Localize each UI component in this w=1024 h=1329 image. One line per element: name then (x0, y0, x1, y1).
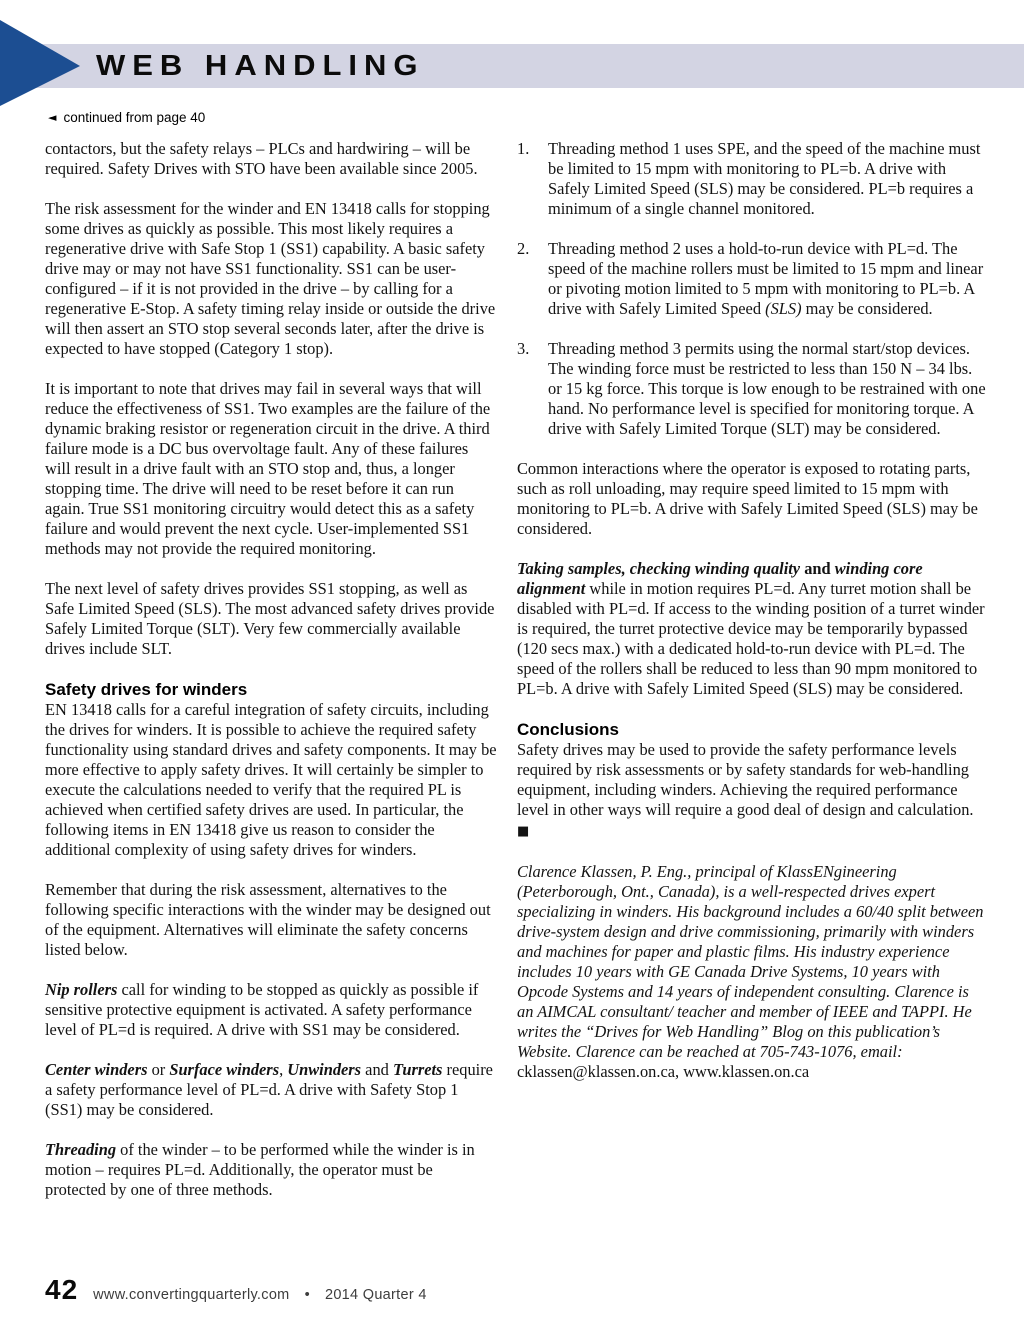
text-run: Nip rollers (45, 980, 118, 999)
continued-from-note (48, 110, 205, 125)
text-run: Center winders (45, 1060, 148, 1079)
text-run: ■ (517, 824, 530, 839)
text-run: winding core alignment (517, 559, 923, 598)
text-run: Clarence Klassen, P. Eng., principal of KlassENgineering (Peterborough, Ont., Canada), is a well-respected drives expert specializing in winders. His background includes a 60/40 split between drive-system design and drive commissioning, primarily with winders and machines for paper and plastic films. His industry experience includes 10 years with GE Canada Drive Systems, 10 years with Opcode Systems and 14 years of independent consulting. Clarence is an AIMCAL consultant/ teacher and member of IEEE and TAPPI. He writes the “Drives for Web Handling” Blog on this publication’s Website. Clarence can be reached at 705-743-1076, email: (517, 862, 984, 1061)
text-run: Threading method 3 permits using the normal start/stop devices. The winding force must be restricted to less than 150 N – 34 lbs. or 15 kg force. This torque is low enough to be restrained with one hand. No performance level is specified for monitoring torque. A drive with Safely Limited Torque (SLT) may be considered. (548, 339, 986, 438)
text-run: It is important to note that drives may fail in several ways that will reduce the effectiveness of SS1. Two examples are the failure of the dynamic braking resistor or regeneration circuit in the drive. A third failure mode is a DC bus overvoltage fault. Any of these failures will result in a drive fault with an STO stop and, thus, a longer stopping time. The drive will need to be reset before it can run again. True SS1 monitoring circuitry would detect this as a safety failure and would prevent the next cycle. User-implemented SS1 methods may not provide the required monitoring. (45, 379, 491, 558)
text-run: Taking samples, checking winding quality (517, 559, 801, 578)
paragraph (45, 700, 497, 860)
text-run: Surface winders (169, 1060, 280, 1079)
numbered-list-item (517, 339, 987, 439)
text-run: The risk assessment for the winder and EN 13418 calls for stopping some drives as quickly as possible. This most likely requires a regenerative drive with Safe Stop 1 (SS1) capability. A basic safety drive may or may not have SS1 functionality. SS1 can be user-configured – if it is not provided in the drive – by calling for a regenerative E-Stop. A safety timing relay inside or outside the drive will then assert an STO stop several seconds later, after the drive is expected to have stopped (Category 1 stop). (45, 199, 496, 358)
paragraph (45, 880, 497, 960)
list-item-text (548, 239, 987, 319)
text-run: and (361, 1060, 393, 1079)
text-run: Common interactions where the operator is exposed to rotating parts, such as roll unloading, may require speed limited to 15 mpm with monitoring to PL=b. A drive with Safely Limited Speed (SLS) may be considered. (517, 459, 978, 538)
text-run: contactors, but the safety relays – PLCs and hardwiring – will be required. Safety Drives with STO have been available since 2005. (45, 139, 478, 178)
footer-issue: 2014 Quarter 4 (324, 1287, 427, 1303)
text-run: cklassen@klassen.on.ca, www.klassen.on.ca (517, 1062, 810, 1081)
left-triangle-icon: ◄ (48, 111, 57, 124)
numbered-list-item (517, 239, 987, 319)
right-column (517, 139, 987, 1220)
text-run: or (147, 1060, 170, 1079)
text-run: Unwinders (287, 1060, 362, 1079)
continued-from-text: continued from page 40 (63, 110, 206, 125)
text-run: , (279, 1060, 288, 1079)
paragraph (517, 459, 987, 539)
left-column (45, 139, 497, 1220)
header-arrow-icon (0, 0, 84, 112)
text-run: Threading method 2 uses a hold-to-run device with PL=d. The speed of the machine rollers must be limited to 15 mpm and linear or pivoting motion limited to 5 mpm with monitoring to PL=b. A drive with Safely Limited Speed (548, 239, 984, 318)
paragraph (45, 379, 497, 559)
text-run: Remember that during the risk assessment, alternatives to the following specific interactions with the winder may be designed out of the equipment. Alternatives will eliminate the safety concerns listed below. (45, 880, 491, 959)
list-item-number: 3. (517, 339, 530, 358)
paragraph (45, 579, 497, 659)
text-run: (SLS) (765, 299, 802, 318)
list-item-text (548, 139, 987, 219)
text-run: and (800, 559, 835, 578)
text-run: may be considered. (801, 299, 933, 318)
page-title: WEB HANDLING (96, 49, 425, 82)
text-run: The next level of safety drives provides SS1 stopping, as well as Safe Limited Speed (SLS). The most advanced safety drives provide Safely Limited Torque (SLT). Very few commercially available drives include SLT. (45, 579, 495, 658)
text-run: Safety drives may be used to provide the safety performance levels required by risk assessments or by safety standards for web-handling equipment, including winders. Achieving the required performance level in other ways will require a good deal of design and calculation. (517, 740, 974, 819)
article-columns (45, 139, 987, 1220)
list-item-text (548, 339, 987, 439)
paragraph (517, 559, 987, 699)
paragraph (45, 199, 497, 359)
text-run: Threading method 1 uses SPE, and the speed of the machine must be limited to 15 mpm with monitoring to PL=b. A drive with Safely Limited Speed (SLS) may be considered. PL=b requires a minimum of a single channel monitored. (548, 139, 981, 218)
section-heading: Conclusions (517, 720, 620, 739)
page-number: 42 (45, 1274, 79, 1305)
section-heading: Safety drives for winders (45, 680, 248, 699)
footer-website: www.convertingquarterly.com (93, 1287, 290, 1303)
footer-bullet-separator: • (304, 1287, 310, 1303)
paragraph (45, 139, 497, 179)
text-run: call for winding to be stopped as quickly as possible if sensitive protective equipment is activated. A safety performance level of PL=d is required. A drive with SS1 may be considered. (45, 980, 479, 1039)
text-run: Turrets (392, 1060, 443, 1079)
paragraph (45, 1060, 497, 1120)
list-item-number: 2. (517, 239, 530, 258)
page-footer (45, 1274, 427, 1306)
text-run: EN 13418 calls for a careful integration of safety circuits, including the drives for winders. It is possible to achieve the required safety functionality using standard drives and safety components. It may be more effective to apply safety drives. It will certainly be simpler to execute the calculations needed to verify that the required PL is achieved when certified safety drives are used. In particular, the following items in EN 13418 give us reason to consider the additional complexity of using safety drives for winders. (45, 700, 497, 859)
text-run: while in motion requires PL=d. Any turret motion shall be disabled with PL=d. If access to the winding position of a turret winder is required, the turret protective device may be temporarily bypassed (120 secs max.) with a dedicated hold-to-run device with PL=d. The speed of the rollers shall be reduced to less than 90 mpm monitored to PL=b. A drive with Safely Limited Speed (SLS) may be considered. (517, 579, 985, 698)
author-bio (517, 862, 987, 1082)
paragraph (45, 980, 497, 1040)
list-item-number: 1. (517, 139, 530, 158)
paragraph (517, 740, 987, 842)
text-run: require a safety performance level of PL=d. A drive with Safety Stop 1 (SS1) may be considered. (45, 1060, 493, 1119)
numbered-list-item (517, 139, 987, 219)
text-run: Threading (45, 1140, 117, 1159)
text-run: of the winder – to be performed while the winder is in motion – requires PL=d. Additionally, the operator must be protected by one of three methods. (45, 1140, 475, 1199)
paragraph (45, 1140, 497, 1200)
